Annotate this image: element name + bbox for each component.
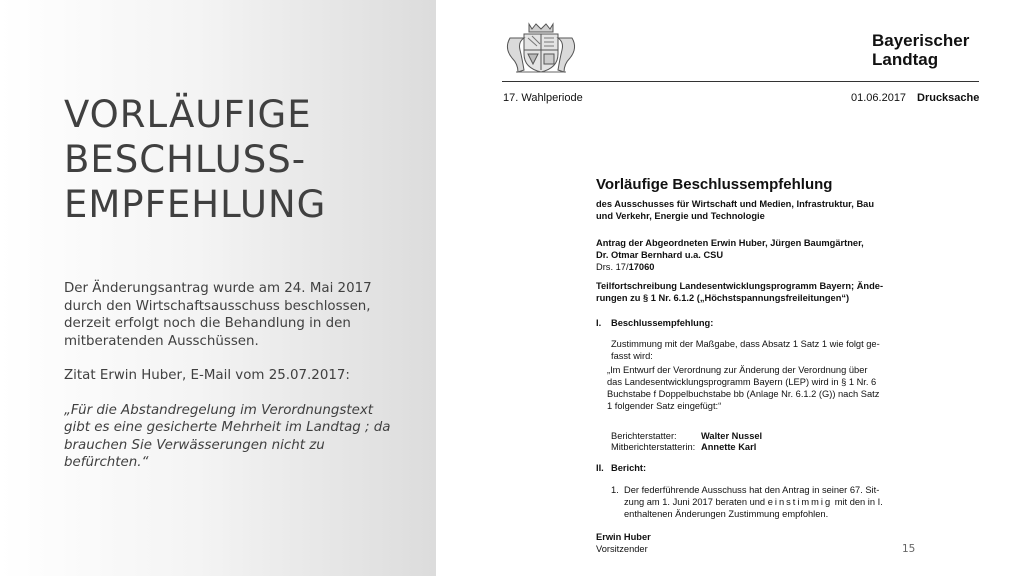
slide-title: [64, 92, 424, 227]
section-title: Beschlussempfehlung:: [611, 318, 714, 328]
motion-line: Antrag der Abgeordneten Erwin Huber, Jürgen Baumgärtner,: [596, 238, 864, 248]
report-text: [624, 484, 924, 520]
title-line: BESCHLUSS-: [64, 138, 307, 181]
bavarian-coat-of-arms-icon: [502, 20, 580, 76]
section-number: I.: [596, 318, 602, 328]
amendment-text: [607, 364, 907, 412]
amendment-line: das Landesentwicklungsprogramm Bayern (LEP) wird in § 1 Nr. 6: [607, 377, 877, 387]
slide-text-panel: [0, 0, 436, 576]
drs-prefix: Drs. 17/: [596, 262, 629, 272]
amendment-line: Buchstabe f Doppelbuchstabe bb (Anlage Nr. 6.1.2 (G)) nach Satz: [607, 389, 880, 399]
amendment-line: „Im Entwurf der Verordnung zur Änderung der Verordnung über: [607, 365, 868, 375]
quote-attribution: Zitat Erwin Huber, E-Mail vom 25.07.2017:: [64, 368, 350, 383]
motion-block: [596, 237, 896, 273]
landtag-line: Bayerischer: [872, 31, 970, 50]
page-number: 15: [902, 543, 916, 555]
document-heading: Vorläufige Beschlussempfehlung: [596, 176, 833, 193]
drs-number: 17060: [628, 262, 655, 272]
motion-line: Dr. Otmar Bernhard u.a. CSU: [596, 250, 724, 260]
legislative-period: 17. Wahlperiode: [503, 92, 583, 104]
subject-line: Teilfortschreibung Landesentwicklungsprogramm Bayern; Ände-: [596, 281, 884, 291]
committee-block: [596, 198, 896, 222]
unanimous-word: einstimmig: [767, 497, 833, 507]
landtag-wordmark: [872, 31, 969, 69]
section-title: Bericht:: [611, 463, 647, 473]
chair-title: Vorsitzender: [596, 544, 648, 554]
recommendation-line: fasst wird:: [611, 351, 653, 361]
report-number: 1.: [611, 485, 619, 495]
report-line: Der federführende Ausschuss hat den Antrag in seiner 67. Sit-: [624, 485, 880, 495]
amendment-status-paragraph: Der Änderungsantrag wurde am 24. Mai 2017 durch den Wirtschaftsausschuss beschlossen, derzeit erfolgt noch die Behandlung in den mitberatenden Ausschüssen.: [64, 281, 372, 349]
huber-quote: „Für die Abstandregelung im Verordnungstext gibt es eine gesicherte Mehrheit im Landtag ; da brauchen Sie Verwässerungen nicht zu befürchten.“: [64, 402, 391, 470]
document-scan: [436, 0, 1024, 576]
subject-line: rungen zu § 1 Nr. 6.1.2 („Höchstspannungsfreileitungen“): [596, 293, 850, 303]
report-line-start: zung am 1. Juni 2017 beraten und: [624, 497, 768, 507]
co-rapporteur-label: Mitberichterstatterin:: [611, 442, 696, 452]
committee-line: und Verkehr, Energie und Technologie: [596, 211, 765, 221]
section-number: II.: [596, 463, 604, 473]
rapporteur-row: [611, 431, 763, 441]
title-line: EMPFEHLUNG: [64, 183, 327, 226]
rapporteur-label: Berichterstatter:: [611, 431, 677, 441]
chair-name: Erwin Huber: [596, 532, 651, 542]
subject-block: [596, 280, 896, 304]
report-line: enthaltenen Änderungen Zustimmung empfohlen.: [624, 509, 829, 519]
printed-matter-ref: [596, 261, 896, 273]
title-line: VORLÄUFIGE: [64, 93, 312, 136]
recommendation-text: [611, 338, 893, 362]
landtag-line: Landtag: [872, 50, 939, 69]
amendment-line: 1 folgender Satz eingefügt:“: [607, 401, 722, 411]
document-date: 01.06.2017: [851, 92, 907, 104]
recommendation-line: Zustimmung mit der Maßgabe, dass Absatz 1 Satz 1 wie folgt ge-: [611, 339, 880, 349]
header-divider: [502, 81, 979, 82]
slide-body: [64, 280, 394, 489]
rapporteur-name: Walter Nussel: [701, 431, 763, 441]
document-type: Drucksache: [917, 92, 980, 104]
committee-line: des Ausschusses für Wirtschaft und Medien, Infrastruktur, Bau: [596, 199, 875, 209]
co-rapporteur-name: Annette Karl: [701, 442, 757, 452]
co-rapporteur-row: [611, 442, 757, 452]
report-line-end: mit den in I.: [832, 497, 883, 507]
report-line: [624, 496, 924, 508]
